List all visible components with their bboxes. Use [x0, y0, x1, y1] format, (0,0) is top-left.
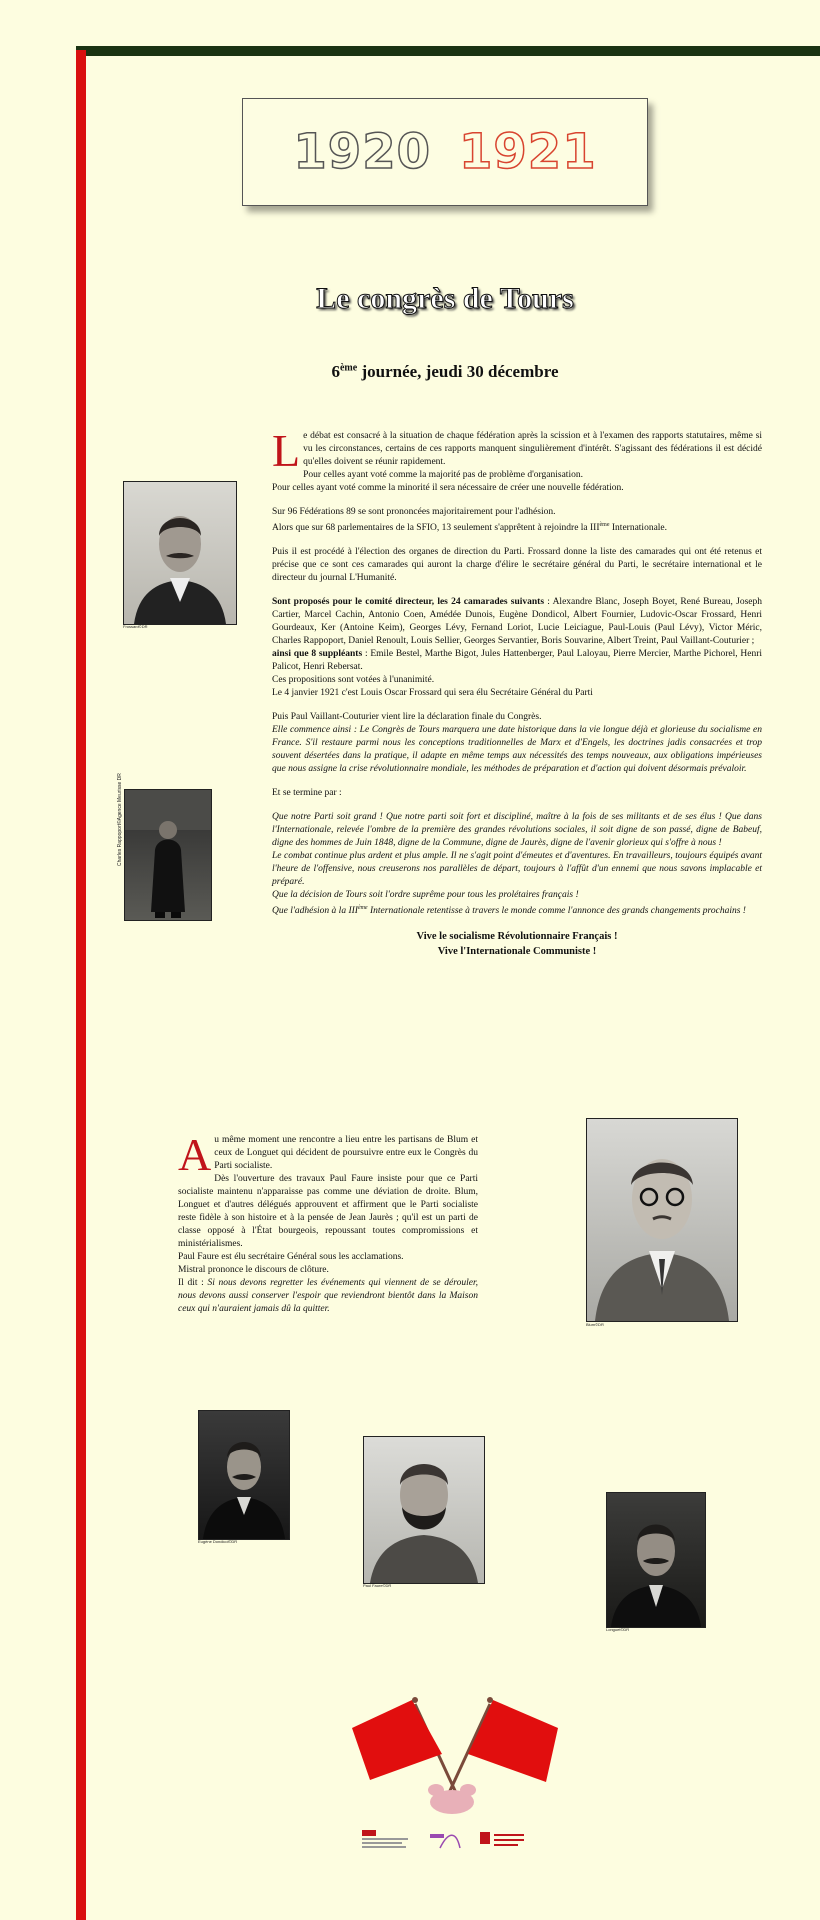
portrait-icon [607, 1493, 705, 1627]
photo-frossard [123, 481, 237, 625]
paragraph-declaration: Puis Paul Vaillant-Couturier vient lire la déclaration finale du Congrès. Elle commence ainsi : Le Congrès de Tours marquera une date historique dans la vie longue déjà et glorieuse du socialisme en France. S'il restaure parmi nous les conceptions traditionnelles de Marx et d'Engels, les doctrines jadis consacrées et trop souvent désertées dans la pratique, il adapte en même temps aux nécessités des temps nouveaux, aux obligations impérieuses que nous assigne la crise révolutionnaire mondiale, les méthodes de préparation et d'action qui doivent désormais prévaloir. [272, 712, 762, 775]
portrait-icon [364, 1437, 484, 1583]
paragraph-quote: Il dit : Si nous devons regretter les événements qui viennent de se dérouler, nous devons aussi conserver l'espoir que reviendront bientôt dans la Maison ceux qui n'auraient jamais dû la quitter. [178, 1278, 478, 1314]
ce-logo-icon [362, 1830, 376, 1836]
caption-longuet: Longuet©DR [606, 1627, 630, 1632]
photo-faure [363, 1436, 485, 1584]
slogans [272, 929, 762, 959]
portrait-icon [587, 1119, 737, 1321]
photo-dondicol [198, 1410, 290, 1540]
slogan-2: Vive l'Internationale Communiste ! [437, 946, 597, 958]
paragraph-faure: Dès l'ouverture des travaux Paul Faure insiste pour que ce Parti socialiste maintenu n'apparaisse pas comme une déviation de droite. Blum, Longuet et d'autres délégués approuvent et affirment que le Parti socialiste reste fidèle à son histoire et à la pensée de Jean Jaurès ; qu'il est un parti de classe opposé à l'État bourgeois, repoussant toutes compromissions et ministérialismes. [178, 1174, 478, 1249]
portrait-icon [199, 1411, 289, 1539]
paragraph-federations: Sur 96 Fédérations 89 se sont prononcées majoritairement pour l'adhésion. Alors que sur 68 parlementaires de la SFIO, 13 seulement s'apprêtent à rejoindre la IIIème Internationale. [272, 507, 668, 534]
second-article: Au même moment une rencontre a lieu entre les partisans de Blum et ceux de Longuet qui décident de poursuivre entre eux le Congrès du Parti socialiste. Dès l'ouverture des travaux Paul Faure insiste pour que ce Parti socialiste maintenu n'apparaisse pas comme une déviation de droite. Blum, Longuet et d'autres délégués approuvent et affirment que le Parti socialiste reste fidèle à son histoire et à la pensée de Jean Jaurès ; qu'il est un parti de classe opposé à l'État bourgeois, repoussant toutes compromissions et ministérialismes. Paul Faure est élu secrétaire Général sous les acclamations. Mistral prononce le discours de clôture. Il dit : Si nous devons regretter les événements qui viennent de se dérouler, nous devons aussi conserver l'espoir que reviendront bientôt dans la Maison ceux qui n'auraient jamais dû la quitter. [178, 1129, 478, 1314]
paragraph-mistral: Mistral prononce le discours de clôture. [178, 1265, 329, 1275]
portrait-icon [125, 790, 211, 920]
year-end: 1921 [459, 124, 597, 180]
drop-cap-2: A [178, 1129, 212, 1180]
caption-dondicol: Eugène Dondicol©DR [198, 1539, 238, 1544]
paragraph-election: Puis il est procédé à l'élection des organes de direction du Parti. Frossard donne la liste des camarades qui ont été retenus et précise que ce sont ces camarades qui auront la charge d'élire le secrétaire général du Parti, le secrétaire international et le directeur du journal L'Humanité. [272, 547, 762, 584]
caption-frossard: Frossard©DR [123, 624, 148, 629]
crossed-red-flags-icon [340, 1690, 570, 1820]
year-title-box [242, 98, 648, 206]
paragraph-intro: Le débat est consacré à la situation de chaque fédération après la scission et à l'examen des rapports statutaires, même si vu les circonstances, certains de ces rapports manquent singulièrement d'intérêt. S'agissant des fédérations il est décidé qu'elles doivent se réunir rapidement. Pour celles ayant voté comme la majorité pas de problème d'organisation. Pour celles ayant voté comme la minorité il sera nécessaire de créer une nouvelle fédération. [272, 425, 762, 493]
page-subtitle: 6ème journée, jeudi 30 décembre [331, 362, 559, 381]
year-start: 1920 [293, 124, 431, 180]
paragraph-ending-intro: Et se termine par : [272, 788, 342, 799]
caption-blum: Blum©DR [586, 1322, 604, 1327]
photo-blum [586, 1118, 738, 1322]
portrait-icon [124, 482, 236, 624]
photo-rappoport [124, 789, 212, 921]
paragraph-ending-quote: Que notre Parti soit grand ! Que notre parti soit fort et discipliné, maître à la fois de ses militants et de ses élus ! Que dans l'Internationale, relevée l'ombre de la première des grandes révolutions sociales, il soit digne de son passé, digne de Babeuf, digne des hommes de Juin 1848, digne de la Commune, digne de Jaurès, digne de l'avenir glorieux qui s'offre à nous ! Le combat continue plus ardent et plus ample. Il ne s'agit point d'émeutes et d'aventures. En travailleurs, toujours équipés avant l'heure de l'offensive, nous creuserons nos parallèles de départ, toujours à l'affût d'un ennemi que nous savons implacable et préparé. Que la décision de Tours soit l'ordre suprême pour tous les prolétaires français ! Que l'adhésion à la IIIème Internationale retentisse à travers le monde comme l'annonce des grands changements prochains ! [272, 812, 762, 917]
footer-logos [360, 1828, 530, 1852]
paragraph-elected: Paul Faure est élu secrétaire Général sous les acclamations. [178, 1252, 404, 1262]
main-article [272, 425, 762, 959]
drop-cap: L [272, 425, 301, 476]
slogan-1: Vive le socialisme Révolutionnaire Français ! [416, 931, 618, 943]
caption-rappoport: Charles Rappoport©Agence Meurisse DR [117, 773, 123, 866]
caption-faure: Paul Faure©DR [363, 1583, 392, 1588]
paragraph-committee: Sont proposés pour le comité directeur, les 24 camarades suivants : Alexandre Blanc, Joseph Boyet, René Bureau, Joseph Cartier, Marcel Cachin, Antonio Coen, Amédée Dunois, Eugène Dondicol, Albert Fournier, Ludovic-Oscar Frossard, Henri Gourdeaux, Ker (Antoine Keim), Georges Lévy, Fernand Loriot, Lucie Leiciague, Paul-Louis (Paul Lévy), Victor Méric, Charles Rappoport, Daniel Renoult, Louis Sellier, Georges Servantier, Boris Souvarine, Albert Treint, Paul Vaillant-Couturier ; ainsi que 8 suppléants : Emile Bestel, Marthe Bigot, Jules Hattenberger, Paul Laloyau, Pierre Mercier, Marthe Pichorel, Henri Palicot, Henri Rebersat. Ces propositions sont votées à l'unanimité. Le 4 janvier 1921 c'est Louis Oscar Frossard qui sera élu Secrétaire Général du Parti [272, 597, 762, 699]
photo-longuet [606, 1492, 706, 1628]
top-bar [76, 46, 820, 56]
left-red-bar [76, 50, 86, 1920]
page-title: Le congrès de Tours [316, 282, 574, 315]
archive-logo-icon [480, 1832, 490, 1844]
